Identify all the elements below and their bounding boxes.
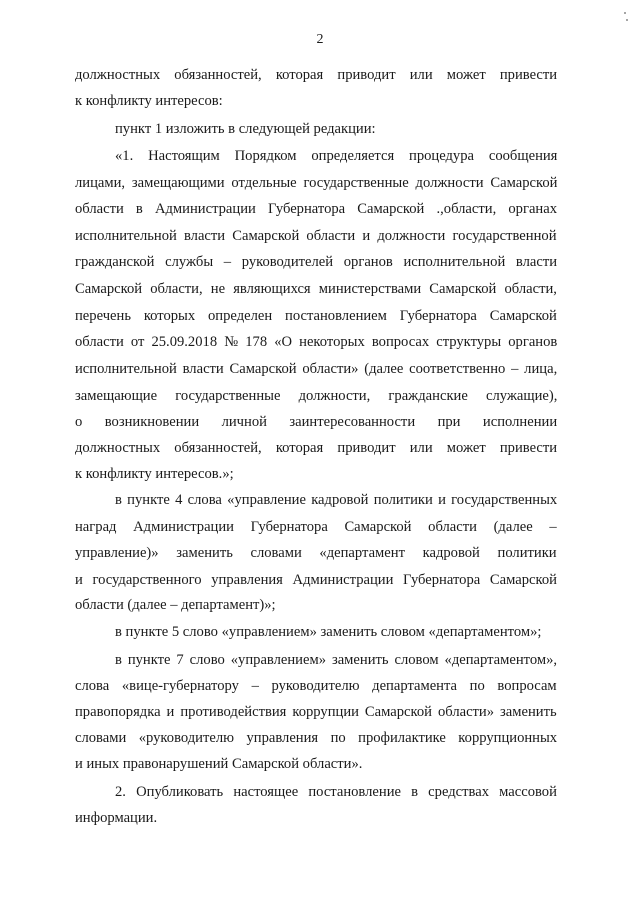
- text-line: 2. Опубликовать настоящее постановление в средствах массовой: [115, 784, 557, 800]
- scan-speck: [624, 12, 626, 14]
- text-line: лицами, замещающими отдельные государственные должности Самарской: [75, 175, 558, 191]
- text-line: управление)» заменить словами «департамент кадровой политики: [75, 545, 557, 561]
- text-line: в пункте 5 слово «управлением» заменить словом «департаментом»;: [115, 624, 542, 640]
- text-line: Самарской области, не являющихся министерствами Самарской области,: [75, 281, 557, 297]
- text-line: области в Администрации Губернатора Самарской .,области, органах: [75, 201, 558, 217]
- text-line: к конфликту интересов.»;: [75, 466, 234, 482]
- text-line: и государственного управления Администрации Губернатора Самарской: [75, 572, 557, 588]
- text-line: области от 25.09.2018 № 178 «О некоторых вопросах структуры органов: [75, 334, 558, 350]
- text-line: должностных обязанностей, которая приводит или может привести: [75, 440, 558, 456]
- scan-speck: [626, 19, 628, 21]
- text-line: пункт 1 изложить в следующей редакции:: [115, 121, 376, 137]
- text-line: в пункте 4 слова «управление кадровой политики и государственных: [115, 492, 558, 508]
- text-line: «1. Настоящим Порядком определяется процедура сообщения: [115, 148, 558, 164]
- text-line: исполнительной власти Самарской области и должности государственной: [75, 228, 557, 244]
- text-line: перечень которых определен постановлением Губернатора Самарской: [75, 308, 557, 324]
- page-number: 2: [316, 32, 324, 47]
- text-line: о возникновении личной заинтересованности при исполнении: [75, 414, 558, 430]
- text-line: информации.: [75, 810, 158, 826]
- text-line: гражданской службы – руководителей органов исполнительной власти: [75, 254, 558, 270]
- text-line: замещающие государственные должности, гражданские служащие),: [75, 388, 558, 404]
- text-line: слова «вице-губернатору – руководителю департамента по вопросам: [75, 678, 557, 694]
- text-line: наград Администрации Губернатора Самарской области (далее –: [75, 519, 557, 535]
- text-line: правопорядка и противодействия коррупции Самарской области» заменить: [75, 704, 557, 720]
- text-line: области (далее – департамент)»;: [75, 597, 276, 613]
- text-line: и иных правонарушений Самарской области».: [75, 756, 363, 772]
- text-line: к конфликту интересов:: [75, 93, 223, 109]
- text-line: словами «руководителю управления по профилактике коррупционных: [75, 730, 558, 746]
- text-line: в пункте 7 слово «управлением» заменить словом «департаментом»,: [115, 652, 558, 668]
- text-line: должностных обязанностей, которая приводит или может привести: [75, 67, 558, 83]
- text-line: исполнительной власти Самарской области» (далее соответственно – лица,: [75, 361, 558, 377]
